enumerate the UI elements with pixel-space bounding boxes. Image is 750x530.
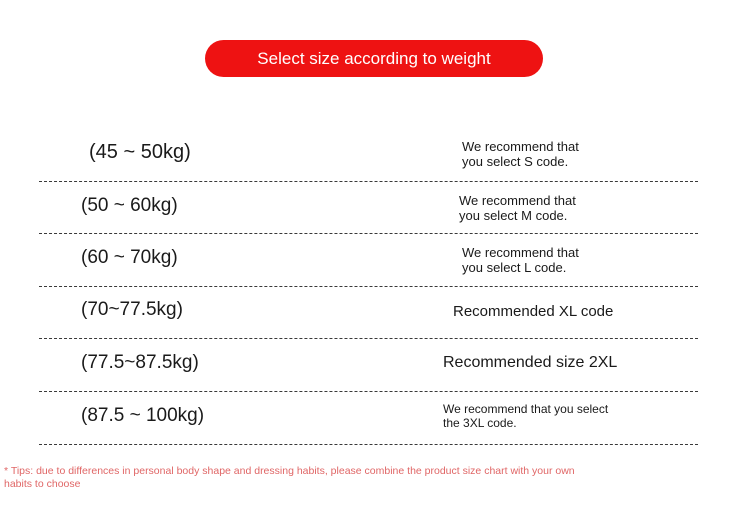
recommendation-3xl-line1: We recommend that you select: [443, 402, 609, 416]
recommendation-l-line1: We recommend that: [462, 245, 579, 260]
recommendation-3xl: [443, 402, 608, 430]
recommendation-3xl-line2: the 3XL code.: [443, 416, 517, 430]
row-divider: [39, 391, 698, 392]
row-divider: [39, 338, 698, 339]
recommendation-s-line2: you select S code.: [462, 154, 569, 169]
recommendation-m-line2: you select M code.: [459, 208, 568, 223]
recommendation-m-line1: We recommend that: [459, 193, 576, 208]
weight-range-2xl: (77.5~87.5kg): [81, 352, 199, 373]
recommendation-l: [462, 245, 579, 275]
row-divider: [39, 181, 698, 182]
recommendation-2xl: Recommended size 2XL: [443, 354, 618, 371]
tip-line-1: * Tips: due to differences in personal body shape and dressing habits, please combine the product size chart with your own: [4, 465, 575, 477]
tip-line-2: habits to choose: [4, 478, 81, 490]
weight-range-m: (50 ~ 60kg): [81, 195, 178, 216]
page-title: Select size according to weight: [205, 40, 543, 77]
row-divider: [39, 233, 698, 234]
tip-note: [4, 465, 624, 491]
row-divider: [39, 444, 698, 445]
weight-range-3xl: (87.5 ~ 100kg): [81, 405, 205, 426]
row-divider: [39, 286, 698, 287]
weight-range-s: (45 ~ 50kg): [89, 141, 191, 163]
recommendation-s-line1: We recommend that: [462, 139, 579, 154]
recommendation-l-line2: you select L code.: [462, 260, 567, 275]
recommendation-xl: Recommended XL code: [453, 303, 614, 320]
weight-range-l: (60 ~ 70kg): [81, 247, 178, 268]
recommendation-s: [462, 139, 579, 169]
recommendation-m: [459, 193, 576, 223]
weight-range-xl: (70~77.5kg): [81, 299, 183, 320]
